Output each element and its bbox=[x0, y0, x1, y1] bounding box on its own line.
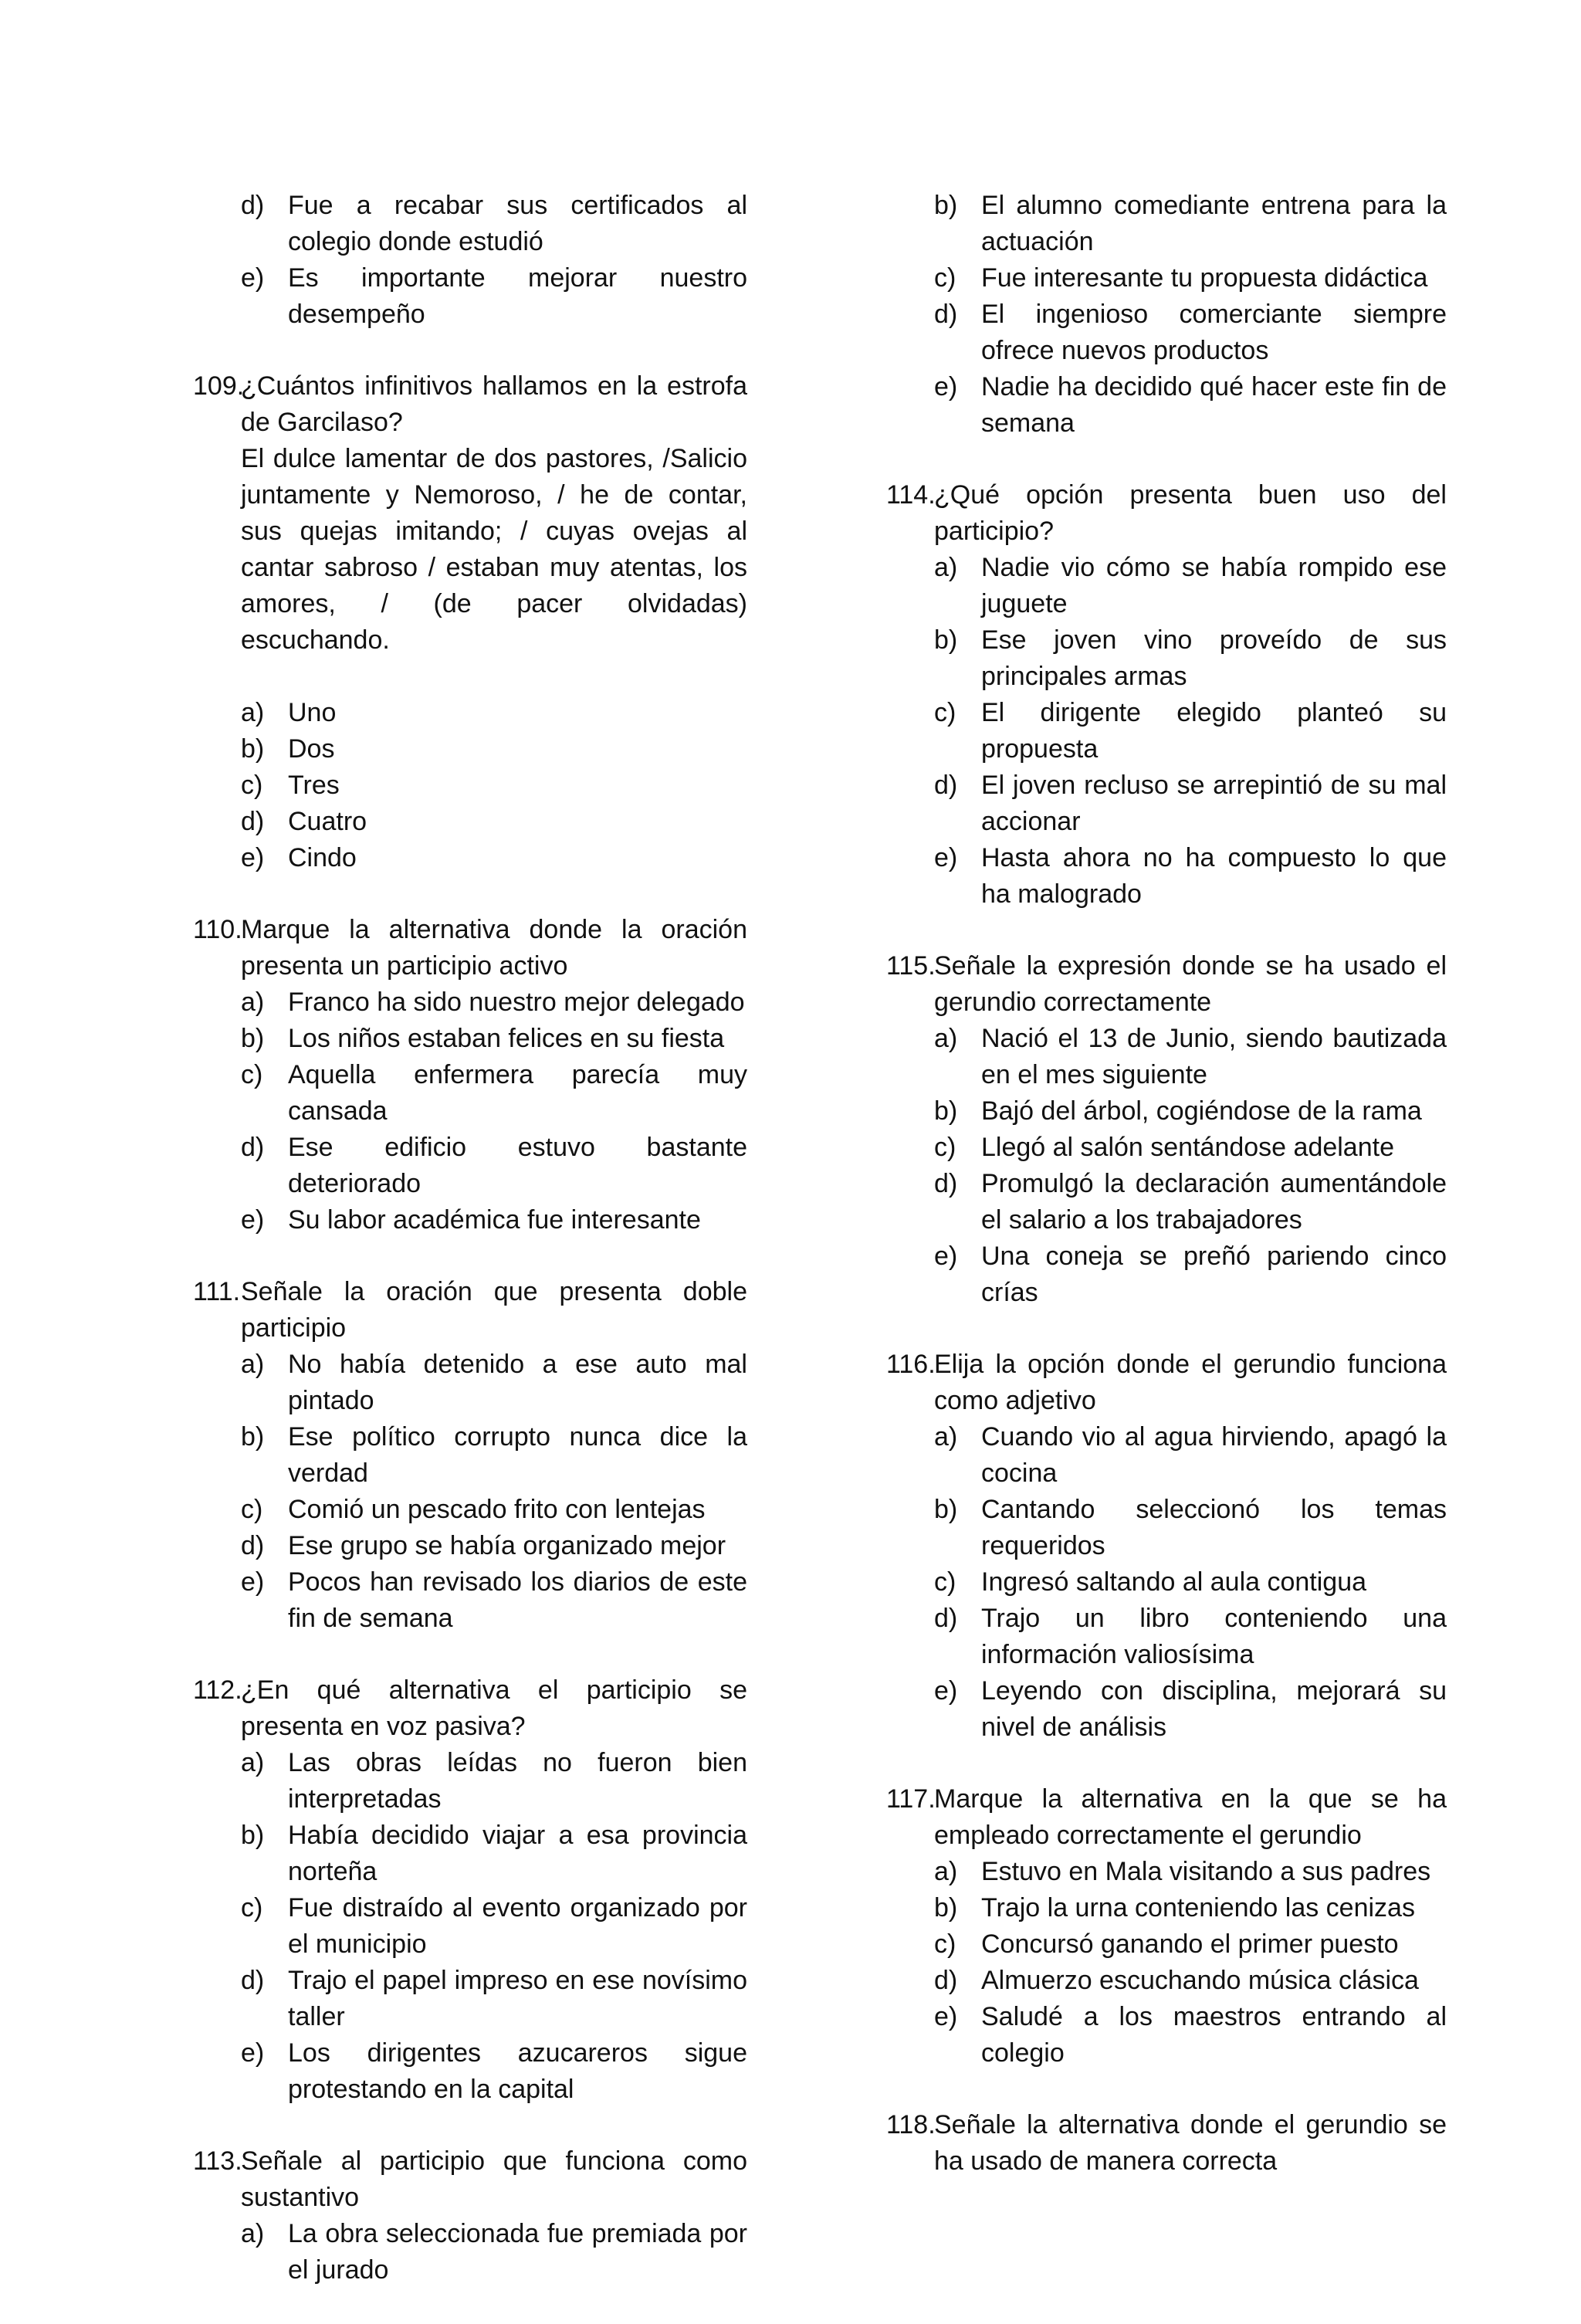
question-number: 110. bbox=[193, 915, 242, 944]
option-a bbox=[193, 1745, 747, 1818]
option-letter: e) bbox=[934, 1676, 958, 1706]
options-list bbox=[886, 1021, 1447, 1311]
options-list bbox=[193, 1745, 747, 2108]
question-header bbox=[886, 1347, 1447, 1419]
question-text: ¿Cuántos infinitivos hallamos en la estrofa de Garcilaso? bbox=[241, 371, 747, 437]
option-text: Aquella enfermera parecía muy cansada bbox=[288, 1060, 747, 1126]
question-header bbox=[886, 2107, 1447, 2180]
option-letter: c) bbox=[934, 1929, 956, 1959]
option-text: Los dirigentes azucareros sigue protestando en la capital bbox=[288, 2038, 747, 2104]
question-number: 116. bbox=[886, 1350, 936, 1379]
option-letter: d) bbox=[934, 300, 958, 329]
question-header bbox=[886, 477, 1447, 550]
option-letter: a) bbox=[241, 1748, 265, 1777]
option-text: Cuatro bbox=[288, 807, 367, 836]
options-list bbox=[193, 1347, 747, 1637]
option-text: Estuvo en Mala visitando a sus padres bbox=[981, 1857, 1431, 1886]
option-letter: e) bbox=[934, 372, 958, 401]
question-113-continuation bbox=[886, 188, 1447, 442]
options-list bbox=[886, 1854, 1447, 2072]
option-text: Ese político corrupto nunca dice la verdad bbox=[288, 1422, 747, 1488]
question-number: 113. bbox=[193, 2146, 242, 2176]
option-a bbox=[886, 1419, 1447, 1492]
question-text: ¿En qué alternativa el participio se presenta en voz pasiva? bbox=[241, 1675, 747, 1741]
question-text: Señale la expresión donde se ha usado el gerundio correctamente bbox=[934, 951, 1447, 1017]
option-text: Hasta ahora no ha compuesto lo que ha malogrado bbox=[981, 843, 1447, 909]
options-list bbox=[886, 1419, 1447, 1746]
option-letter: a) bbox=[934, 1422, 958, 1452]
options-list bbox=[193, 695, 747, 876]
option-letter: c) bbox=[934, 1567, 956, 1597]
option-text: El dirigente elegido planteó su propuesta bbox=[981, 698, 1447, 764]
question-number: 117. bbox=[886, 1784, 936, 1814]
option-text: Las obras leídas no fueron bien interpretadas bbox=[288, 1748, 747, 1814]
option-text: El ingenioso comerciante siempre ofrece nuevos productos bbox=[981, 300, 1447, 365]
option-letter: e) bbox=[241, 1567, 265, 1597]
question-text: Señale la alternativa donde el gerundio se ha usado de manera correcta bbox=[934, 2110, 1447, 2176]
question-header bbox=[886, 1781, 1447, 1854]
option-d bbox=[193, 188, 747, 260]
option-text: Ese edificio estuvo bastante deteriorado bbox=[288, 1133, 747, 1198]
question-114 bbox=[886, 477, 1447, 913]
options-list bbox=[193, 188, 747, 333]
option-a bbox=[193, 984, 747, 1021]
option-letter: d) bbox=[241, 1133, 265, 1162]
question-113 bbox=[193, 2143, 747, 2288]
option-letter: b) bbox=[241, 1422, 265, 1452]
option-a bbox=[193, 2216, 747, 2288]
option-letter: c) bbox=[241, 1495, 263, 1524]
option-letter: d) bbox=[934, 1966, 958, 1995]
option-letter: a) bbox=[934, 1857, 958, 1886]
option-text: Fue distraído al evento organizado por el municipio bbox=[288, 1893, 747, 1959]
option-letter: c) bbox=[934, 1133, 956, 1162]
option-a bbox=[886, 1021, 1447, 1093]
option-text: Había decidido viajar a esa provincia norteña bbox=[288, 1821, 747, 1886]
option-letter: c) bbox=[934, 698, 956, 727]
option-b bbox=[193, 1818, 747, 1890]
option-text: Llegó al salón sentándose adelante bbox=[981, 1133, 1394, 1162]
question-number: 109. bbox=[193, 371, 245, 401]
option-d bbox=[886, 767, 1447, 840]
question-number: 112. bbox=[193, 1675, 242, 1705]
question-text: Marque la alternativa en la que se ha empleado correctamente el gerundio bbox=[934, 1784, 1447, 1850]
option-text: Es importante mejorar nuestro desempeño bbox=[288, 263, 747, 329]
options-list bbox=[193, 984, 747, 1238]
question-header bbox=[886, 948, 1447, 1021]
option-d bbox=[193, 804, 747, 840]
option-text: Cindo bbox=[288, 843, 357, 872]
option-text: Nadie ha decidido qué hacer este fin de semana bbox=[981, 372, 1447, 438]
option-c bbox=[886, 1564, 1447, 1601]
option-c bbox=[193, 1890, 747, 1963]
option-letter: d) bbox=[934, 771, 958, 800]
question-117 bbox=[886, 1781, 1447, 2072]
option-b bbox=[886, 188, 1447, 260]
option-letter: d) bbox=[241, 191, 265, 220]
option-e bbox=[193, 1564, 747, 1637]
poem-excerpt: El dulce lamentar de dos pastores, /Salicio juntamente y Nemoroso, / he de contar, sus quejas imitando; / cuyas ovejas al cantar sabroso / estaban muy atentas, los amores, / (de pacer olvidadas) escuchando. bbox=[241, 444, 747, 655]
option-letter: d) bbox=[241, 1966, 265, 1995]
option-e bbox=[886, 1238, 1447, 1311]
option-text: Leyendo con disciplina, mejorará su nivel de análisis bbox=[981, 1676, 1447, 1742]
option-e bbox=[193, 840, 747, 876]
option-text: El joven recluso se arrepintió de su mal accionar bbox=[981, 771, 1447, 836]
option-d bbox=[193, 1963, 747, 2035]
options-list bbox=[886, 188, 1447, 442]
option-letter: c) bbox=[241, 1893, 263, 1923]
option-text: Ingresó saltando al aula contigua bbox=[981, 1567, 1367, 1597]
option-c bbox=[886, 695, 1447, 767]
option-text: El alumno comediante entrena para la actuación bbox=[981, 191, 1447, 256]
left-column bbox=[193, 188, 747, 2324]
option-letter: b) bbox=[934, 1893, 958, 1923]
option-letter: b) bbox=[934, 191, 958, 220]
question-header bbox=[193, 368, 747, 441]
option-text: Promulgó la declaración aumentándole el salario a los trabajadores bbox=[981, 1169, 1447, 1235]
option-letter: e) bbox=[241, 843, 265, 872]
option-b bbox=[886, 622, 1447, 695]
option-letter: e) bbox=[241, 1205, 265, 1235]
option-text: Tres bbox=[288, 771, 340, 800]
option-letter: a) bbox=[934, 553, 958, 582]
option-letter: a) bbox=[241, 698, 265, 727]
option-a bbox=[886, 1854, 1447, 1890]
option-text: Trajo la urna conteniendo las cenizas bbox=[981, 1893, 1415, 1923]
option-text: Su labor académica fue interesante bbox=[288, 1205, 701, 1235]
option-letter: c) bbox=[241, 1060, 263, 1089]
question-header bbox=[193, 1274, 747, 1347]
option-letter: a) bbox=[241, 2219, 265, 2248]
question-115 bbox=[886, 948, 1447, 1311]
option-letter: c) bbox=[934, 263, 956, 293]
question-text: Señale al participio que funciona como sustantivo bbox=[241, 2146, 747, 2212]
option-c bbox=[886, 1130, 1447, 1166]
option-letter: b) bbox=[241, 734, 265, 764]
option-e bbox=[886, 369, 1447, 442]
option-a bbox=[193, 1347, 747, 1419]
option-text: Uno bbox=[288, 698, 337, 727]
question-111 bbox=[193, 1274, 747, 1637]
spacer bbox=[193, 659, 747, 695]
question-number: 114. bbox=[886, 480, 936, 510]
option-text: Franco ha sido nuestro mejor delegado bbox=[288, 988, 745, 1017]
option-text: Ese joven vino proveído de sus principales armas bbox=[981, 625, 1447, 691]
option-d bbox=[193, 1130, 747, 1202]
option-text: Ese grupo se había organizado mejor bbox=[288, 1531, 726, 1560]
question-text: Señale la oración que presenta doble participio bbox=[241, 1277, 747, 1343]
option-text: Dos bbox=[288, 734, 335, 764]
option-e bbox=[886, 1999, 1447, 2072]
option-c bbox=[193, 767, 747, 804]
option-c bbox=[193, 1057, 747, 1130]
option-text: Nació el 13 de Junio, siendo bautizada en el mes siguiente bbox=[981, 1024, 1447, 1089]
question-number: 118. bbox=[886, 2110, 936, 2139]
option-letter: e) bbox=[934, 1242, 958, 1271]
option-c bbox=[886, 1926, 1447, 1963]
option-b bbox=[886, 1890, 1447, 1926]
right-column bbox=[886, 188, 1447, 2215]
option-letter: b) bbox=[934, 1096, 958, 1126]
option-d bbox=[886, 1963, 1447, 1999]
option-text: Trajo un libro conteniendo una información valiosísima bbox=[981, 1604, 1447, 1669]
question-text: Elija la opción donde el gerundio funciona como adjetivo bbox=[934, 1350, 1447, 1415]
question-109 bbox=[193, 368, 747, 876]
option-e bbox=[193, 1202, 747, 1238]
question-header bbox=[193, 912, 747, 984]
option-d bbox=[886, 296, 1447, 369]
question-text: ¿Qué opción presenta buen uso del participio? bbox=[934, 480, 1447, 546]
option-letter: d) bbox=[241, 1531, 265, 1560]
option-b bbox=[886, 1093, 1447, 1130]
options-list bbox=[193, 2216, 747, 2288]
option-letter: d) bbox=[241, 807, 265, 836]
question-118 bbox=[886, 2107, 1447, 2180]
option-text: Saludé a los maestros entrando al colegio bbox=[981, 2002, 1447, 2068]
option-d bbox=[886, 1601, 1447, 1673]
option-text: Pocos han revisado los diarios de este fin de semana bbox=[288, 1567, 747, 1633]
option-b bbox=[886, 1492, 1447, 1564]
option-letter: a) bbox=[241, 988, 265, 1017]
option-a bbox=[193, 695, 747, 731]
option-letter: b) bbox=[934, 625, 958, 655]
option-letter: e) bbox=[934, 843, 958, 872]
option-text: La obra seleccionada fue premiada por el jurado bbox=[288, 2219, 747, 2285]
option-d bbox=[886, 1166, 1447, 1238]
option-e bbox=[193, 260, 747, 333]
options-list bbox=[886, 550, 1447, 913]
option-a bbox=[886, 550, 1447, 622]
option-letter: e) bbox=[241, 2038, 265, 2068]
question-116 bbox=[886, 1347, 1447, 1746]
option-letter: b) bbox=[241, 1821, 265, 1850]
option-text: Bajó del árbol, cogiéndose de la rama bbox=[981, 1096, 1422, 1126]
option-b bbox=[193, 1419, 747, 1492]
question-text: Marque la alternativa donde la oración presenta un participio activo bbox=[241, 915, 747, 981]
option-letter: b) bbox=[934, 1495, 958, 1524]
option-letter: a) bbox=[934, 1024, 958, 1053]
option-e bbox=[193, 2035, 747, 2108]
option-letter: d) bbox=[934, 1169, 958, 1198]
option-letter: b) bbox=[241, 1024, 265, 1053]
option-letter: e) bbox=[934, 2002, 958, 2031]
option-text: Almuerzo escuchando música clásica bbox=[981, 1966, 1419, 1995]
option-text: Cuando vio al agua hirviendo, apagó la cocina bbox=[981, 1422, 1447, 1488]
option-text: Fue interesante tu propuesta didáctica bbox=[981, 263, 1428, 293]
question-110 bbox=[193, 912, 747, 1238]
option-text: Concursó ganando el primer puesto bbox=[981, 1929, 1399, 1959]
option-text: Cantando seleccionó los temas requeridos bbox=[981, 1495, 1447, 1560]
option-e bbox=[886, 1673, 1447, 1746]
option-letter: c) bbox=[241, 771, 263, 800]
option-text: Fue a recabar sus certificados al colegio donde estudió bbox=[288, 191, 747, 256]
option-text: Los niños estaban felices en su fiesta bbox=[288, 1024, 725, 1053]
option-b bbox=[193, 1021, 747, 1057]
option-letter: a) bbox=[241, 1350, 265, 1379]
question-header bbox=[193, 1672, 747, 1745]
option-c bbox=[886, 260, 1447, 296]
option-letter: d) bbox=[934, 1604, 958, 1633]
question-header bbox=[193, 2143, 747, 2216]
question-112 bbox=[193, 1672, 747, 2108]
question-108-continuation bbox=[193, 188, 747, 333]
option-e bbox=[886, 840, 1447, 913]
option-d bbox=[193, 1528, 747, 1564]
option-text: Nadie vio cómo se había rompido ese juguete bbox=[981, 553, 1447, 618]
option-text: Comió un pescado frito con lentejas bbox=[288, 1495, 706, 1524]
option-text: Una coneja se preñó pariendo cinco crías bbox=[981, 1242, 1447, 1307]
question-number: 115. bbox=[886, 951, 936, 981]
option-text: No había detenido a ese auto mal pintado bbox=[288, 1350, 747, 1415]
question-number: 111. bbox=[193, 1277, 241, 1306]
option-letter: e) bbox=[241, 263, 265, 293]
option-text: Trajo el papel impreso en ese novísimo taller bbox=[288, 1966, 747, 2031]
option-c bbox=[193, 1492, 747, 1528]
option-b bbox=[193, 731, 747, 767]
